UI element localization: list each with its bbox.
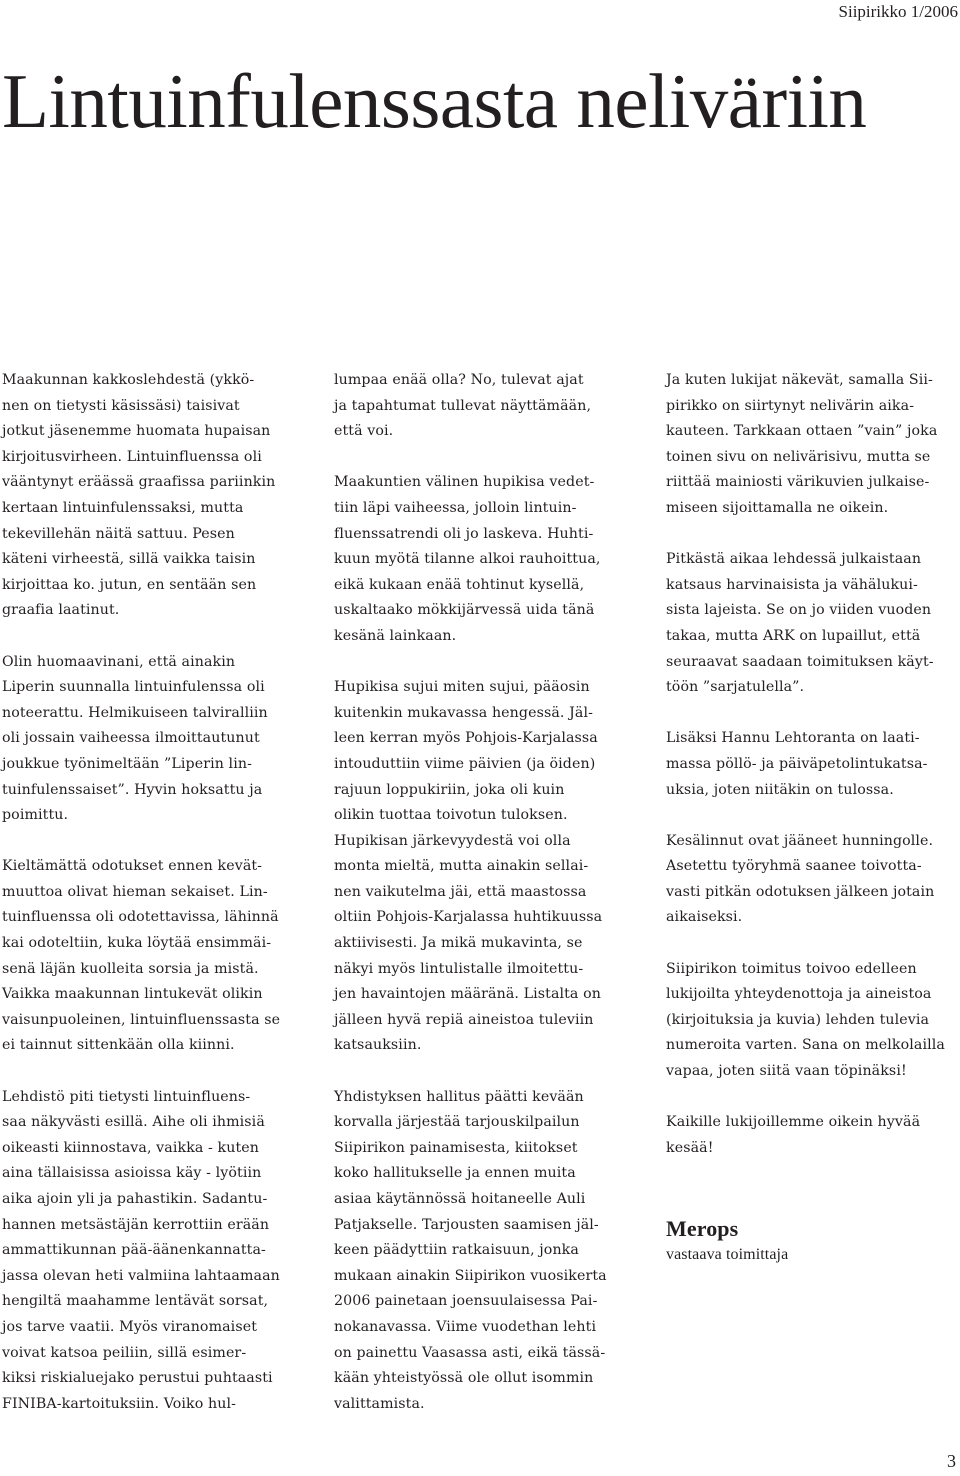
article-column-2 [334, 368, 630, 1443]
paragraph: Pitkästä aikaa lehdessä julkaistaan katsaus harvinaisista ja vähälukui- sista lajeista. Se on jo viiden vuoden takaa, mutta ARK on lupaillut, että seuraavat saadaan toimituksen käyt- töön ”sarjatulella”. [666, 551, 934, 696]
paragraph: Kesälinnut ovat jääneet hunningolle. Asetettu työryhmä saanee toivotta- vasti pitkän odotuksen jälkeen jotain aikaiseksi. [666, 832, 935, 926]
paragraph: Kaikille lukijoillemme oikein hyvää kesää! [666, 1114, 921, 1156]
paragraph: Yhdistyksen hallitus päätti kevään korvalla järjestää tarjouskilpailun Siipirikon painamisesta, kiitokset koko hallitukselle ja ennen muita asiaa käytännössä hoitaneelle Auli Patjakselle. Tarjousten saamisen jäl- keen päädyttiin ratkaisuun, jonka mukaan ainakin Siipirikon vuosikerta 2006 painetaan joensuulaisessa Pai- nokanavassa. Viime vuodethan lehti on painettu Vaasassa asti, eikä tässä- kään yhteistyössä ole ollut isommin valittamista. [334, 1088, 607, 1412]
paragraph: Lisäksi Hannu Lehtoranta on laati- massa pöllö- ja päiväpetolintukatsa- uksia, joten niitäkin on tulossa. [666, 730, 928, 798]
paragraph: lumpaa enää olla? No, tulevat ajat ja tapahtumat tullevat näyttämään, että voi. [334, 372, 592, 440]
signature-name: Merops [666, 1216, 739, 1242]
paragraph: Kieltämättä odotukset ennen kevät- muuttoa olivat hieman sekaiset. Lin- tuinfluenssa oli odotettavissa, lähinnä kai odoteltiin, kuka löytää ensimmäi- senä läjän kuolleita sorsia ja mistä. Vaikka maakunnan lintukevät olikin vaisunpuoleinen, lintuinfluenssasta se ei tainnut sittenkään olla kiinni. [2, 858, 281, 1054]
paragraph: Hupikisa sujui miten sujui, pääosin kuitenkin mukavassa hengessä. Jäl- leen kerran myös Pohjois-Karjalassa intouduttiin viime päivien (ja öiden) rajuun loppukiriin, joka oli kuin olikin tuottaa toivotun tuloksen. Hupikisan järkevyydestä voi olla monta mieltä, mutta ainakin sellai- nen vaikutelma jäi, että maastossa oltiin Pohjois-Karjalassa huhtikuussa aktiivisesti. Ja mikä mukavinta, se näkyi myös lintulistalle ilmoitettu- jen havaintojen määränä. Listalta on jälleen hyvä repiä aineistoa tuleviin katsauksiin. [334, 679, 603, 1054]
paragraph: Olin huomaavinani, että ainakin Liperin suunnalla lintuinfulenssa oli noteerattu. Helmikuiseen talviralliin oli jossain vaiheessa ilmoittautunut joukkue työnimeltään ”Liperin lin- tuinfulenssaiset”. Hyvin hoksattu ja poimittu. [2, 653, 268, 824]
paragraph: Siipirikon toimitus toivoo edelleen lukijoilta yhteydenottoja ja aineistoa (kirjoituksia ja kuvia) lehden tulevia numeroita varten. Sana on melkolailla vapaa, joten siitä vaan töpinäksi! [666, 960, 945, 1080]
running-head: Siipirikko 1/2006 [838, 2, 958, 21]
article-column-1 [2, 368, 298, 1443]
paragraph: Maakunnan kakkoslehdestä (ykkö- nen on tietysti käsissäsi) taisivat jotkut jäsenemme huomata hupaisan kirjoitusvirheen. Lintuinfluenssa oli vääntynyt eräässä graafissa pariinkin kertaan lintuinfulenssaksi, mutta tekevillehän näitä sattuu. Pesen käteni virheestä, sillä vaikka taisin kirjoittaa ko. jutun, en sentään sen graafia laatinut. [2, 372, 276, 619]
paragraph: Maakuntien välinen hupikisa vedet- tiin läpi vaiheessa, jolloin lintuin- fluenssatrendi oli jo laskeva. Huhti- kuun myötä tilanne alkoi rauhoittua, eikä kukaan enää tohtinut kysellä, uskaltaako mökkijärvessä uida tänä kesänä lainkaan. [334, 474, 601, 644]
signature-role: vastaava toimittaja [666, 1246, 789, 1264]
page-number: 3 [947, 1451, 956, 1471]
article-column-3 [666, 368, 960, 1267]
article-title: Lintuinfulenssasta neliväriin [2, 58, 867, 144]
paragraph: Ja kuten lukijat näkevät, samalla Sii- pirikko on siirtynyt nelivärin aika- kauteen. Tarkkaan ottaen ”vain” joka toinen sivu on nelivärisivu, mutta se riittää mainiosti värikuvien julkaise- miseen sijoittamalla ne oikein. [666, 372, 938, 516]
paragraph: Lehdistö piti tietysti lintuinfluens- saa näkyvästi esillä. Aihe oli ihmisiä oikeasti kiinnostava, vaikka - kuten aina tällaisissa asioissa käy - lyötiin aika ajoin yli ja pahastikin. Sadantu- hannen metsästäjän kerrottiin erään ammattikunnan pää-äänenkannatta- jassa olevan heti valmiina lahtaamaan hengiltä maahamme lentävät sorsat, jos tarve vaatii. Myös viranomaiset voivat katsoa peiliin, sillä esimer- kiksi riskialuejako perustui puhtaasti FINIBA-kartoituksiin. Voiko hul- [2, 1088, 280, 1412]
